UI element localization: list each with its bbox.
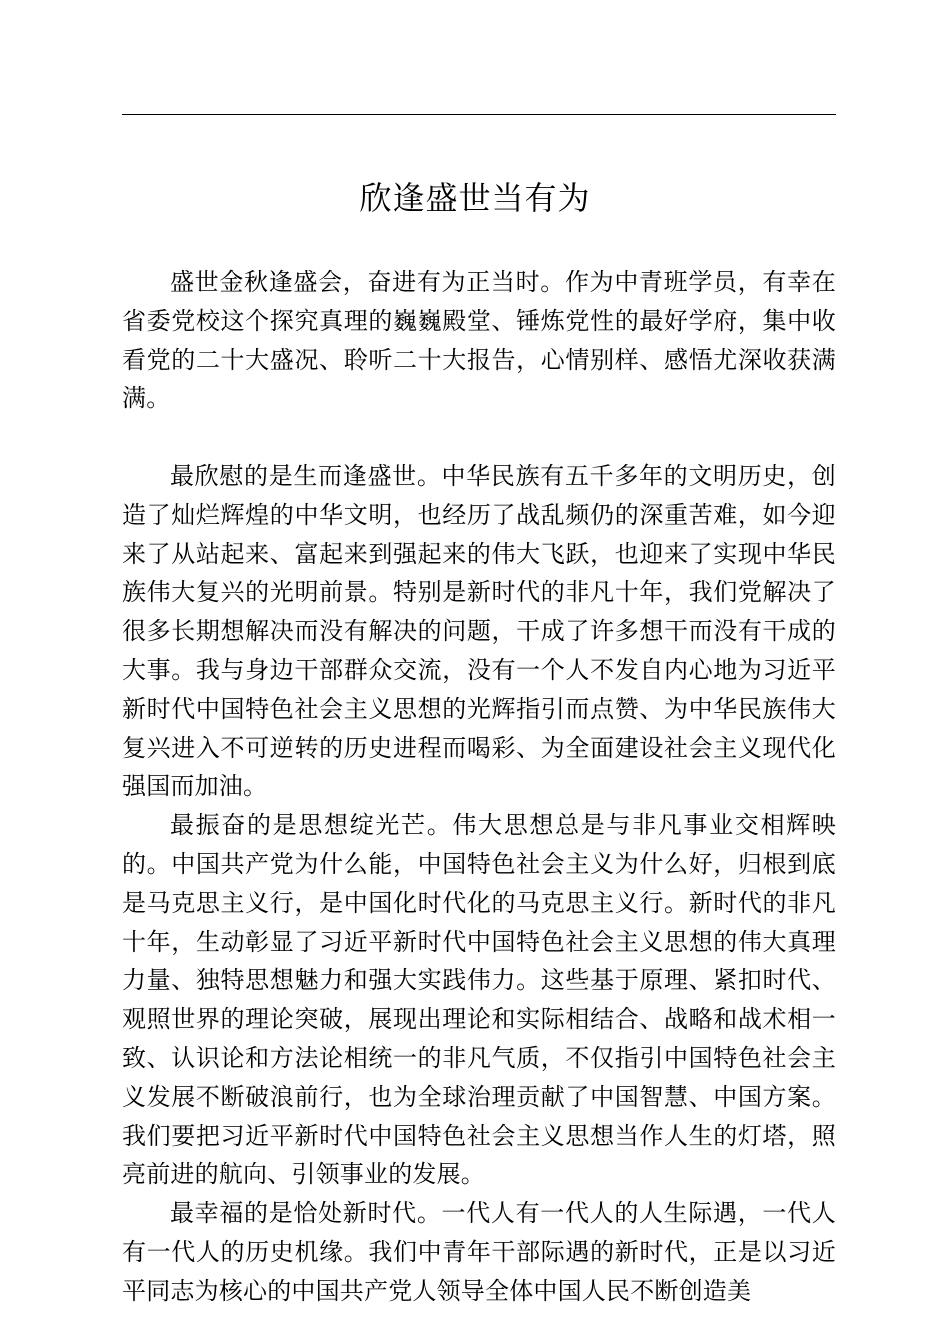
document-body	[122, 263, 836, 1311]
header-rule	[122, 114, 836, 115]
paragraph-inspired: 最振奋的是思想绽光芒。伟大思想总是与非凡事业交相辉映的。中国共产党为什么能，中国特色社会主义为什么好，归根到底是马克思主义行，是中国化时代化的马克思主义行。新时代的非凡十年，生动彰显了习近平新时代中国特色社会主义思想的伟大真理力量、独特思想魅力和强大实践伟力。这些基于原理、紧扣时代、观照世界的理论突破，展现出理论和实际相结合、战略和战术相一致、认识论和方法论相统一的非凡气质，不仅指引中国特色社会主义发展不断破浪前行，也为全球治理贡献了中国智慧、中国方案。我们要把习近平新时代中国特色社会主义思想当作人生的灯塔，照亮前进的航向、引领事业的发展。	[122, 811, 836, 1189]
paragraph-gratified: 最欣慰的是生而逢盛世。中华民族有五千多年的文明历史，创造了灿烂辉煌的中华文明，也经历了战乱频仍的深重苦难，如今迎来了从站起来、富起来到强起来的伟大飞跃，也迎来了实现中华民族伟大复兴的光明前景。特别是新时代的非凡十年，我们党解决了很多长期想解决而没有解决的问题，干成了许多想干而没有干成的大事。我与身边干部群众交流，没有一个人不发自内心地为习近平新时代中国特色社会主义思想的光辉指引而点赞、为中华民族伟大复兴进入不可逆转的历史进程而喝彩、为全面建设社会主义现代化强国而加油。	[122, 461, 836, 801]
document-title: 欣逢盛世当有为	[359, 179, 591, 217]
paragraph-intro: 盛世金秋逢盛会，奋进有为正当时。作为中青班学员，有幸在省委党校这个探究真理的巍巍殿堂、锤炼党性的最好学府，集中收看党的二十大盛况、聆听二十大报告，心情别样、感悟尤深收获满满。	[122, 268, 836, 413]
paragraph-happiest: 最幸福的是恰处新时代。一代人有一代人的人生际遇，一代人有一代人的历史机缘。我们中青年干部际遇的新时代，正是以习近平同志为核心的中国共产党人领导全体中国人民不断创造美	[122, 1199, 836, 1305]
